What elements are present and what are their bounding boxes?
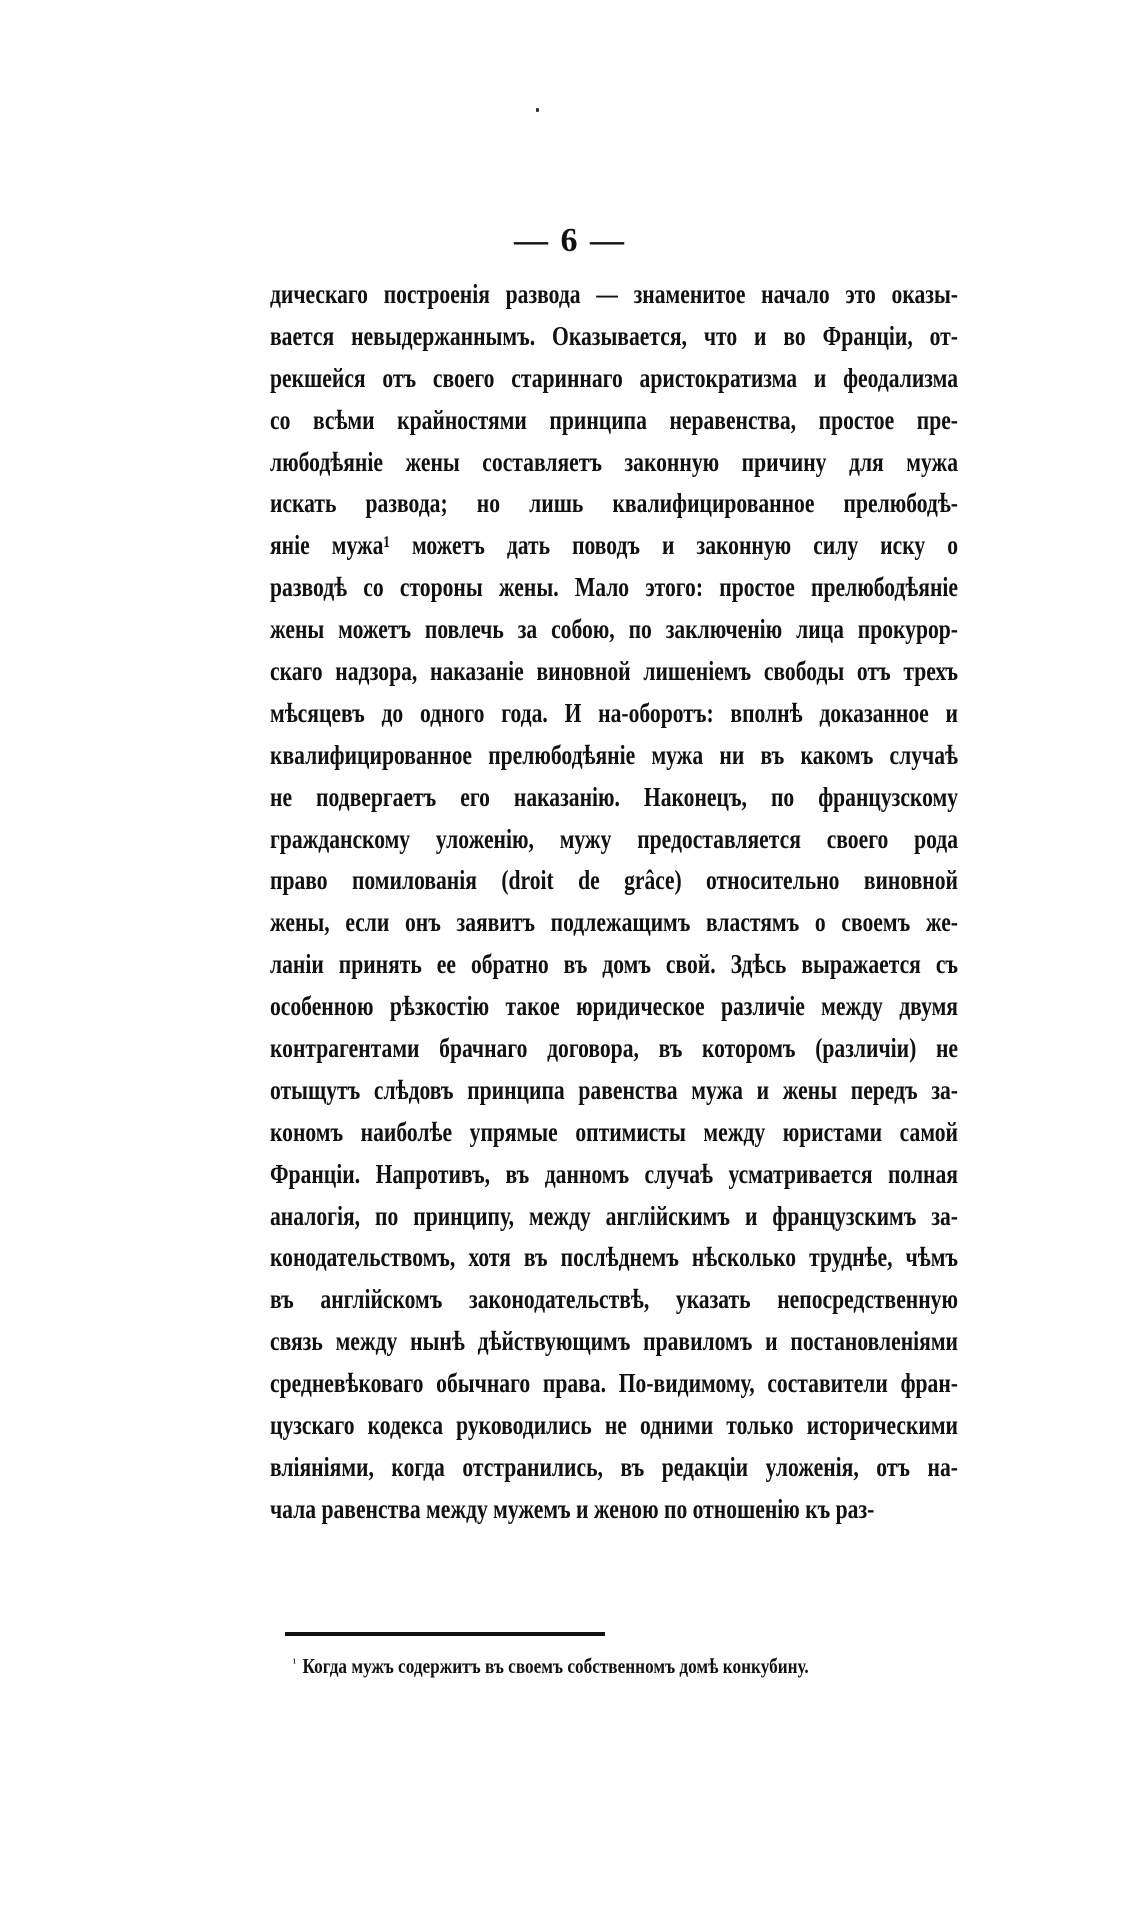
text-line: яніе мужа¹ можетъ дать поводъ и законную силу иску о <box>270 530 958 561</box>
text-line: любодѣяніе жены составляетъ законную причину для мужа <box>270 446 958 477</box>
text-line: мѣсяцевъ до одного года. И на-оборотъ: вполнѣ доказанное и <box>270 697 958 728</box>
text-line: въ англійскомъ законодательствѣ, указать непосредственную <box>270 1284 958 1315</box>
ink-speck <box>536 108 539 112</box>
text-line: жены, если онъ заявитъ подлежащимъ властямъ о своемъ же- <box>270 907 958 938</box>
footnote <box>293 1654 1088 1679</box>
text-line: связь между нынѣ дѣйствующимъ правиломъ и постановленіями <box>270 1326 958 1357</box>
text-line: скаго надзора, наказаніе виновной лишеніемъ свободы отъ трехъ <box>270 656 958 687</box>
text-line: аналогія, по принципу, между англійскимъ и французскимъ за- <box>270 1200 958 1231</box>
text-line: средневѣковаго обычнаго права. По-видимому, составители фран- <box>270 1368 958 1399</box>
text-line: Франціи. Напротивъ, въ данномъ случаѣ усматривается полная <box>270 1158 958 1189</box>
text-line: контрагентами брачнаго договора, въ которомъ (различіи) не <box>270 1033 958 1064</box>
text-line: кономъ наиболѣе упрямые оптимисты между юристами самой <box>270 1116 958 1147</box>
text-line: ланіи принять ее обратно въ домъ свой. Здѣсь выражается съ <box>270 949 958 980</box>
text-line: право помилованія (droit de grâce) относительно виновной <box>270 865 958 896</box>
text-line: отыщутъ слѣдовъ принципа равенства мужа и жены передъ за- <box>270 1074 958 1105</box>
text-line: чала равенства между мужемъ и женою по отношенію къ раз- <box>270 1493 875 1524</box>
page-number: — 6 — <box>514 222 626 259</box>
text-line: со всѣми крайностями принципа неравенства, простое пре- <box>270 404 958 435</box>
footnote-text: Когда мужъ содержитъ въ своемъ собственномъ домѣ конкубину. <box>302 1654 809 1678</box>
body-text <box>270 274 1130 1531</box>
footnote-marker: ¹ <box>293 1656 296 1670</box>
text-line: вается невыдержаннымъ. Оказывается, что и во Франціи, от- <box>270 320 958 351</box>
text-line: рекшейся отъ своего стариннаго аристократизма и феодализма <box>270 362 958 393</box>
text-line: квалифицированное прелюбодѣяніе мужа ни въ какомъ случаѣ <box>270 739 958 770</box>
text-line: цузскаго кодекса руководились не одними только историческими <box>270 1410 958 1441</box>
text-line: особенною рѣзкостію такое юридическое различіе между двумя <box>270 991 958 1022</box>
footnote-separator <box>285 1632 605 1636</box>
text-line: разводѣ со стороны жены. Мало этого: простое прелюбодѣяніе <box>270 572 958 603</box>
text-line: конодательствомъ, хотя въ послѣднемъ нѣсколько труднѣе, чѣмъ <box>270 1242 958 1273</box>
text-line: вліяніями, когда отстранились, въ редакціи уложенія, отъ на- <box>270 1451 958 1482</box>
text-line: дическаго построенія развода — знаменитое начало это оказы- <box>270 279 958 309</box>
text-line: жены можетъ повлечь за собою, по заключенію лица прокурор- <box>270 614 958 645</box>
text-line: не подвергаетъ его наказанію. Наконецъ, по французскому <box>270 781 958 812</box>
text-line: искать развода; но лишь квалифицированное прелюбодѣ- <box>270 488 958 519</box>
text-line: гражданскому уложенію, мужу предоставляется своего рода <box>270 823 958 854</box>
